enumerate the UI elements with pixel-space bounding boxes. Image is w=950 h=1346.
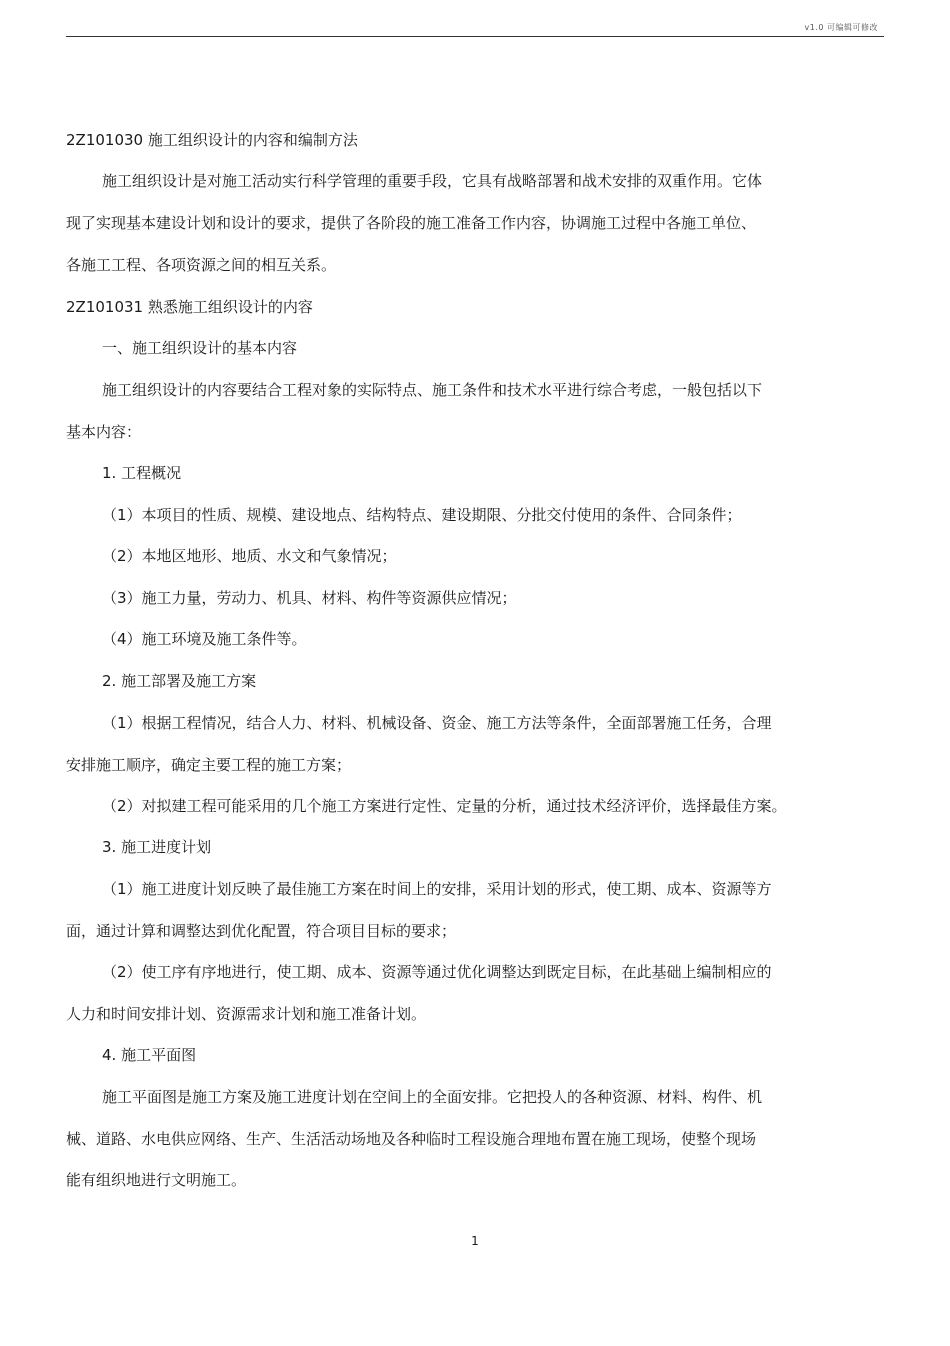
header-note: v1.0 可编辑可修改 <box>804 23 878 32</box>
paragraph-line: 施工组织设计的内容要结合工程对象的实际特点、施工条件和技术水平进行综合考虑，一般包括以下 <box>102 381 763 399</box>
paragraph-line: 基本内容： <box>66 423 142 441</box>
list-item: 人力和时间安排计划、资源需求计划和施工准备计划。 <box>66 1005 427 1023</box>
list-item: （2）使工序有序地进行，使工期、成本、资源等通过优化调整达到既定目标，在此基础上编制相应的 <box>102 963 772 981</box>
list-item: 安排施工顺序，确定主要工程的施工方案； <box>66 756 352 774</box>
header-rule <box>66 36 884 37</box>
list-heading: 1. 工程概况 <box>102 464 182 482</box>
list-item: （1）施工进度计划反映了最佳施工方案在时间上的安排，采用计划的形式，使工期、成本、资源等方 <box>102 880 772 898</box>
paragraph-line: 施工组织设计是对施工活动实行科学管理的重要手段，它具有战略部署和战术安排的双重作用。它体 <box>102 172 763 190</box>
list-item: 面，通过计算和调整达到优化配置，符合项目目标的要求； <box>66 922 457 940</box>
paragraph-line: 械、道路、水电供应网络、生产、生活活动场地及各种临时工程设施合理地布置在施工现场，使整个现场 <box>66 1130 757 1148</box>
paragraph-line: 现了实现基本建设计划和设计的要求，提供了各阶段的施工准备工作内容，协调施工过程中各施工单位、 <box>66 214 757 232</box>
section-heading: 2Z101031 熟悉施工组织设计的内容 <box>66 298 313 316</box>
list-heading: 2. 施工部署及施工方案 <box>102 672 257 690</box>
list-item: （1）本项目的性质、规模、建设地点、结构特点、建设期限、分批交付使用的条件、合同条件； <box>102 506 742 524</box>
list-item: （1）根据工程情况，结合人力、材料、机械设备、资金、施工方法等条件，全面部署施工任务，合理 <box>102 714 772 732</box>
list-item: （4）施工环境及施工条件等。 <box>102 630 307 648</box>
list-heading: 3. 施工进度计划 <box>102 838 212 856</box>
section-heading: 2Z101030 施工组织设计的内容和编制方法 <box>66 131 358 149</box>
list-item: （2）本地区地形、地质、水文和气象情况； <box>102 547 397 565</box>
paragraph-line: 能有组织地进行文明施工。 <box>66 1171 247 1189</box>
list-heading: 4. 施工平面图 <box>102 1046 197 1064</box>
paragraph-line: 各施工工程、各项资源之间的相互关系。 <box>66 256 337 274</box>
subsection-heading: 一、施工组织设计的基本内容 <box>102 339 298 357</box>
list-item: （3）施工力量，劳动力、机具、材料、构件等资源供应情况； <box>102 589 517 607</box>
page-number: 1 <box>471 1234 479 1248</box>
paragraph-line: 施工平面图是施工方案及施工进度计划在空间上的全面安排。它把投人的各种资源、材料、构件、机 <box>102 1088 763 1106</box>
list-item: （2）对拟建工程可能采用的几个施工方案进行定性、定量的分析，通过技术经济评价，选择最佳方案。 <box>102 797 787 815</box>
